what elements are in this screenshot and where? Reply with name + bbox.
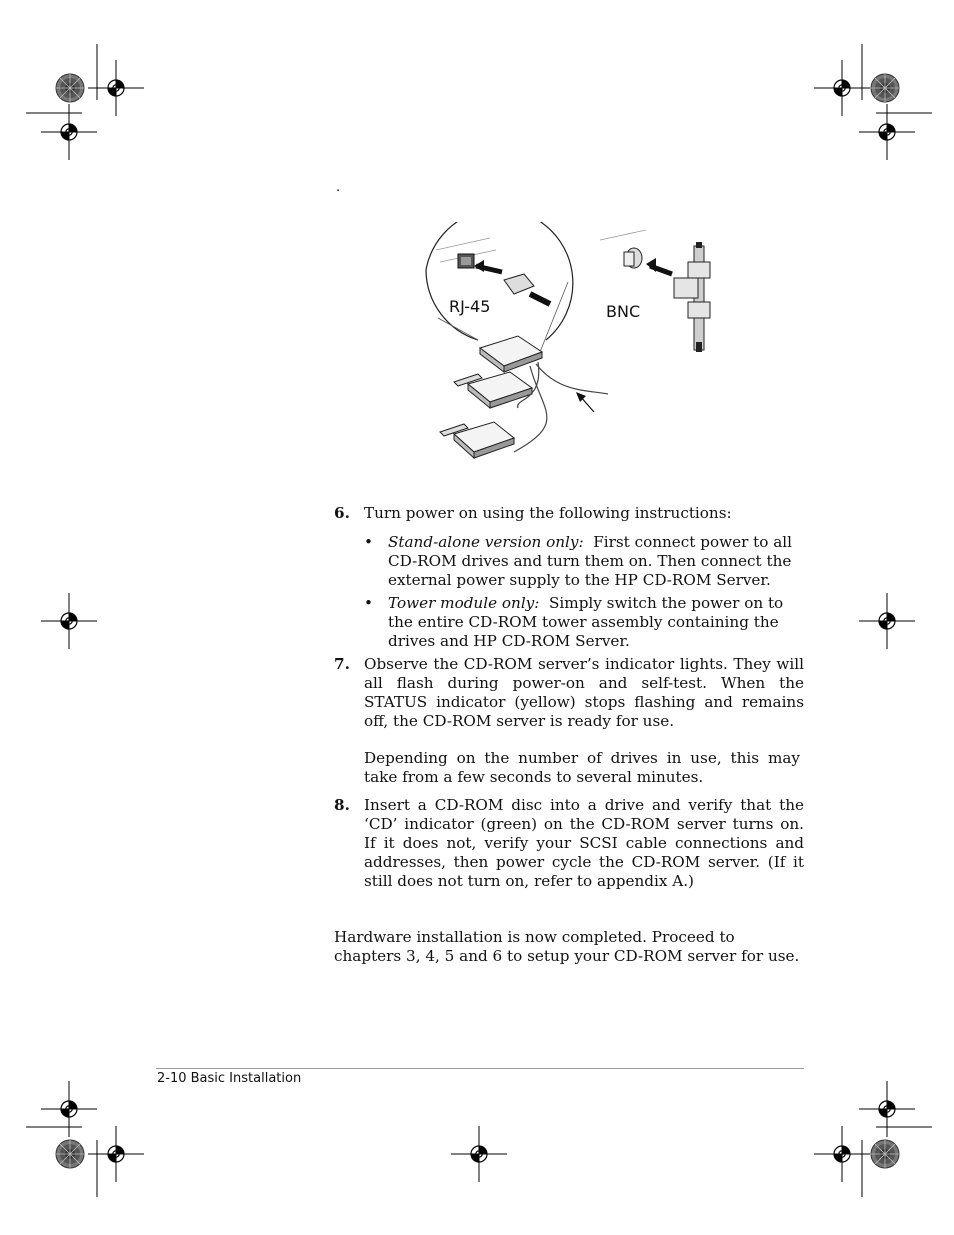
bullet-body: First connect power to all CD-ROM drives and turn them on. Then connect the external power supply to the HP CD-ROM Server. <box>388 533 793 589</box>
bnc-detail <box>600 230 710 352</box>
page-footer: 2-10 Basic Installation <box>157 1071 302 1086</box>
step-text: Turn power on using the following instructions: <box>364 504 732 522</box>
network-connection-figure <box>418 222 740 472</box>
rj45-label: RJ-45 <box>449 297 491 316</box>
step-number: 6. <box>334 504 350 522</box>
footer-rule <box>156 1068 804 1069</box>
bullet-lead: Stand-alone version only: <box>388 533 584 551</box>
cd-rom-drive-2 <box>440 422 514 458</box>
bullet-body: Simply switch the power on to the entire CD-ROM tower assembly containing the drives and HP CD-ROM Server. <box>388 594 784 650</box>
bullet-symbol: • <box>364 594 373 612</box>
step-number: 7. <box>334 655 350 673</box>
bnc-label: BNC <box>606 302 641 321</box>
step-text: Insert a CD-ROM disc into a drive and verify that the ‘CD’ indicator (green) on the CD-ROM server turns on. If it does not, verify your SCSI cable connections and addresses, then power cycle the CD-ROM server. (If it still does not turn on, refer to appendix A.) <box>364 796 804 890</box>
bullet-text <box>388 533 804 590</box>
closing-paragraph: Hardware installation is now completed. Proceed to chapters 3, 4, 5 and 6 to setup your CD-ROM server for use. <box>334 928 800 965</box>
stray-mark: . <box>336 180 341 195</box>
rj45-detail-circle <box>426 222 573 340</box>
cd-rom-server <box>480 336 542 372</box>
step-text: Observe the CD-ROM server’s indicator lights. They will all flash during power-on and self-test. When the STATUS indicator (yellow) stops flashing and remains off, the CD-ROM server is ready for use. <box>364 655 804 730</box>
bullet-symbol: • <box>364 533 373 551</box>
step-7-note: Depending on the number of drives in use, this may take from a few seconds to several minutes. <box>364 749 800 786</box>
step-number: 8. <box>334 796 350 814</box>
bullet-lead: Tower module only: <box>388 594 540 612</box>
bullet-text <box>388 594 804 651</box>
